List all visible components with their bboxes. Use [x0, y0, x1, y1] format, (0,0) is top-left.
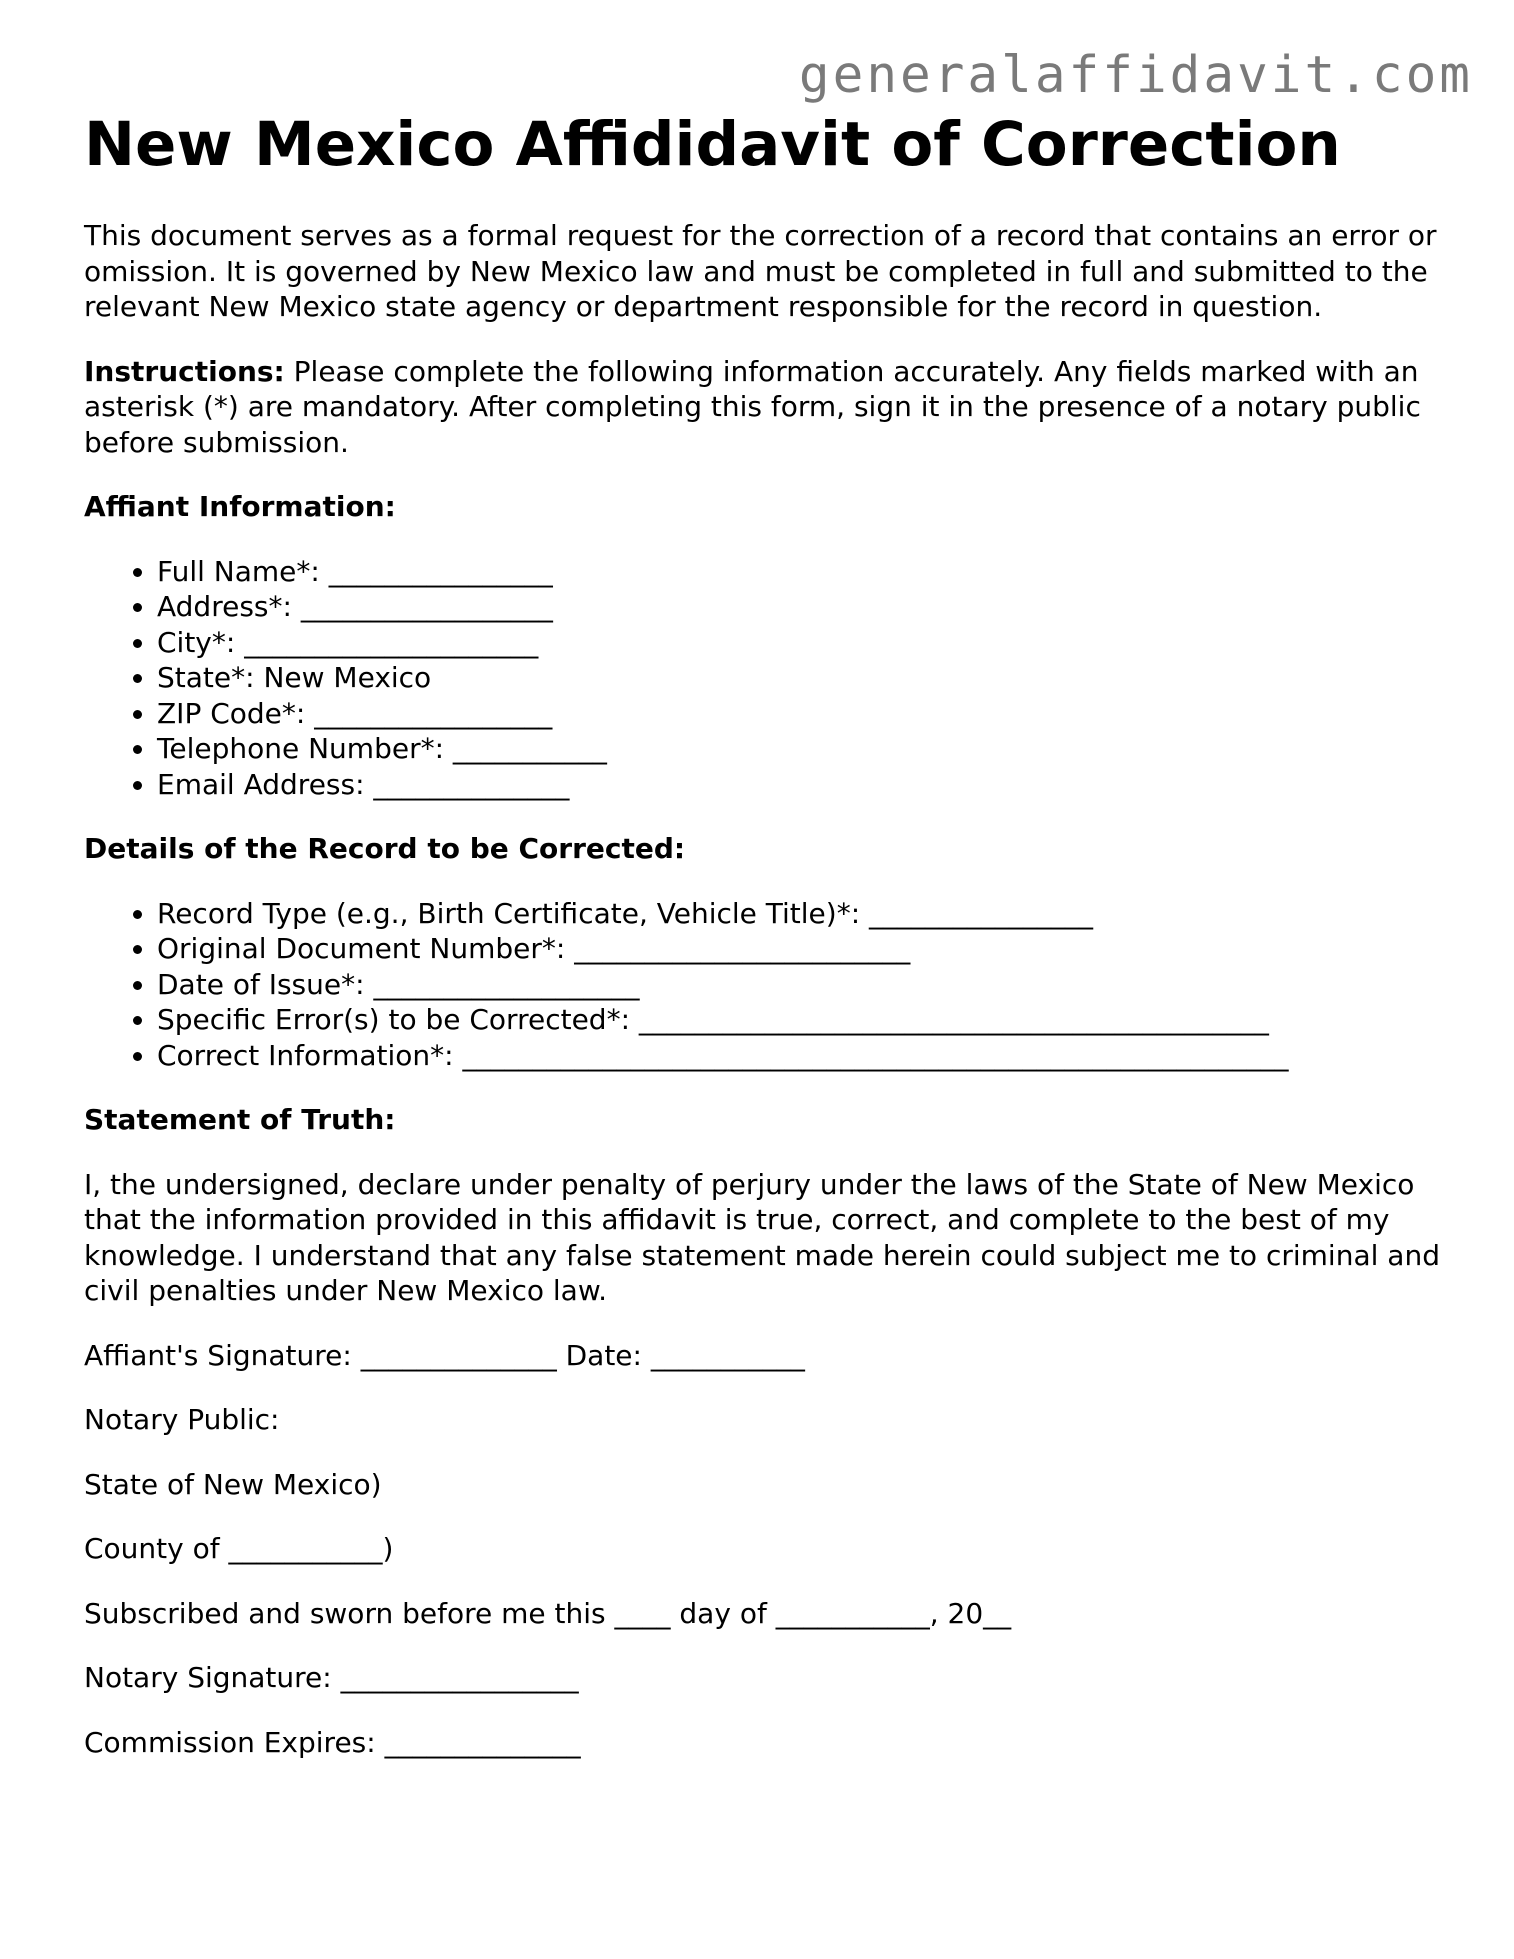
notary-public-label: Notary Public:	[84, 1403, 280, 1436]
commission-expires-line: Commission Expires: ______________	[84, 1725, 581, 1759]
list-item-document-number: • Original Document Number*: ________________________	[157, 931, 1444, 967]
list-item-zip-code: • ZIP Code*: _________________	[157, 696, 1444, 732]
intro-paragraph: This document serves as a formal request for the correction of a record that contains an error or omission. It is governed by New Mexico law and must be completed in full and submitted to the relevant New Mexico state agency or department responsible for the record in question.	[84, 219, 1437, 323]
list-item-address: • Address*: __________________	[157, 589, 1444, 625]
notary-signature-line: Notary Signature: _________________	[84, 1661, 579, 1694]
page-title: New Mexico Affididavit of Correction	[84, 109, 1341, 180]
statement-of-truth-heading: Statement of Truth:	[84, 1103, 396, 1136]
statement-of-truth-text: I, the undersigned, declare under penalty of perjury under the laws of the State of New Mexico that the information provided in this affidavit is true, correct, and complete to the best of my knowledge. I understand that any false statement made herein could subject me to criminal and civil penalties under New Mexico law.	[84, 1167, 1440, 1307]
affiant-info-list	[84, 554, 1444, 803]
list-item-specific-errors: • Specific Error(s) to be Corrected*: _____________________________________________	[157, 1002, 1444, 1038]
list-item-email: • Email Address: ______________	[157, 767, 1444, 803]
document-body	[84, 109, 1444, 1760]
instructions-text: Please complete the following information accurately. Any fields marked with an asterisk (*) are mandatory. After completing this form, sign it in the presence of a notary public before submission.	[84, 354, 1421, 459]
list-item-telephone: • Telephone Number*: ___________	[157, 731, 1444, 767]
list-item-correct-information: • Correct Information*: ___________________________________________________________	[157, 1038, 1444, 1074]
list-item-date-of-issue: • Date of Issue*: ___________________	[157, 967, 1444, 1003]
affiant-info-heading: Affiant Information:	[84, 490, 396, 523]
record-details-list	[84, 896, 1444, 1074]
list-item-city: • City*: _____________________	[157, 625, 1444, 661]
list-item-state: • State*: New Mexico	[157, 660, 1444, 696]
instructions-label: Instructions:	[84, 354, 285, 388]
subscribed-sworn-line: Subscribed and sworn before me this ____ day of ___________, 20__	[84, 1596, 1012, 1630]
affiant-signature-line: Affiant's Signature: ______________ Date: ___________	[84, 1338, 805, 1372]
watermark: generalaffidavit.com	[798, 46, 1473, 105]
state-line: State of New Mexico)	[84, 1467, 382, 1501]
county-line: County of ___________)	[84, 1532, 394, 1565]
list-item-full-name: • Full Name*: ________________	[157, 554, 1444, 590]
record-details-heading: Details of the Record to be Corrected:	[84, 832, 686, 865]
list-item-record-type: • Record Type (e.g., Birth Certificate, Vehicle Title)*: ________________	[157, 896, 1444, 932]
instructions-paragraph	[84, 354, 1444, 461]
